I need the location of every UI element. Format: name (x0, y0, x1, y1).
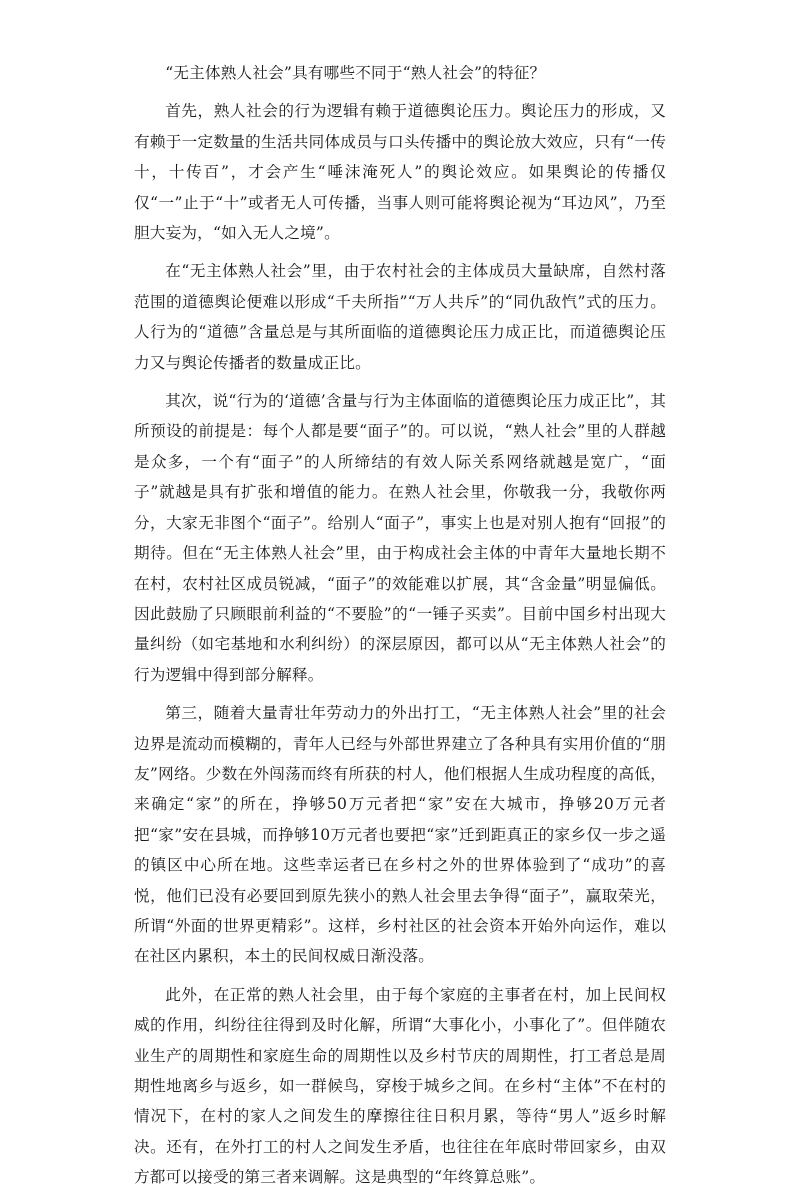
paragraph-moral-pressure: 在“无主体熟人社会”里，由于农村社会的主体成员大量缺席，自然村落范围的道德舆论便难以形成“千夫所指”“万人共斥”的“同仇敌忾”式的压力。人行为的“道德”含量总是与其所面临的道德舆论压力成正比，而道德舆论压力又与舆论传播者的数量成正比。 (134, 262, 666, 372)
paragraph-dispute-resolution: 此外，在正常的熟人社会里，由于每个家庭的主事者在村，加上民间权威的作用，纠纷往往得到及时化解，所谓“大事化小，小事化了”。但伴随农业生产的周期性和家庭生命的周期性以及乡村节庆的周期性，打工者总是周期性地离乡与返乡，如一群候鸟，穿梭于城乡之间。在乡村“主体”不在村的情况下，在村的家人之间发生的摩擦往往日积月累，等待“男人”返乡时解决。还有，在外打工的村人之间发生矛盾，也往往在年底时带回家乡，由双方都可以接受的第三者来调解。这是典型的“年终算总账”。 (134, 985, 666, 1187)
paragraph-second-point-face: 其次，说“行为的‘道德’含量与行为主体面临的道德舆论压力成正比”，其所预设的前提是：每个人都是要“面子”的。可以说，“熟人社会”里的人群越是众多，一个有“面子”的人所缔结的有效人际关系网络就越是宽广，“面子”就越是具有扩张和增值的能力。在熟人社会里，你敬我一分，我敬你两分，大家无非图个“面子”。给别人“面子”，事实上也是对别人抱有“回报”的期待。但在“无主体熟人社会”里，由于构成社会主体的中青年大量地长期不在村，农村社区成员锐减，“面子”的效能难以扩展，其“含金量”明显偏低。因此鼓励了只顾眼前利益的“不要脸”的“一锤子买卖”。目前中国乡村出现大量纠纷（如宅基地和水利纠纷）的深层原因，都可以从“无主体熟人社会”的行为逻辑中得到部分解释。 (134, 392, 666, 684)
document-body (134, 58, 666, 1201)
paragraph-third-point-boundary: 第三，随着大量青壮年劳动力的外出打工，“无主体熟人社会”里的社会边界是流动而模糊的，青年人已经与外部世界建立了各种具有实用价值的“朋友”网络。少数在外闯荡而终有所获的村人，他们根据人生成功程度的高低，来确定“家”的所在，挣够50万元者把“家”安在大城市，挣够20万元者把“家”安在县城，而挣够10万元者也要把“家”迁到距真正的家乡仅一步之遥的镇区中心所在地。这些幸运者已在乡村之外的世界体验到了“成功”的喜悦，他们已没有必要回到原先狭小的熟人社会里去争得“面子”，赢取荣光，所谓“外面的世界更精彩”。这样，乡村社区的社会资本开始外向运作，难以在社区内累积，本土的民间权威日渐没落。 (134, 704, 666, 966)
paragraph-first-point: 首先，熟人社会的行为逻辑有赖于道德舆论压力。舆论压力的形成，又有赖于一定数量的生活共同体成员与口头传播中的舆论放大效应，只有“一传十，十传百”，才会产生“唾沫淹死人”的舆论效应。如果舆论的传播仅仅“一”止于“十”或者无人可传播，当事人则可能将舆论视为“耳边风”，乃至胆大妄为，“如入无人之境”。 (134, 102, 666, 243)
question-line: “无主体熟人社会”具有哪些不同于“熟人社会”的特征？ (165, 64, 546, 82)
